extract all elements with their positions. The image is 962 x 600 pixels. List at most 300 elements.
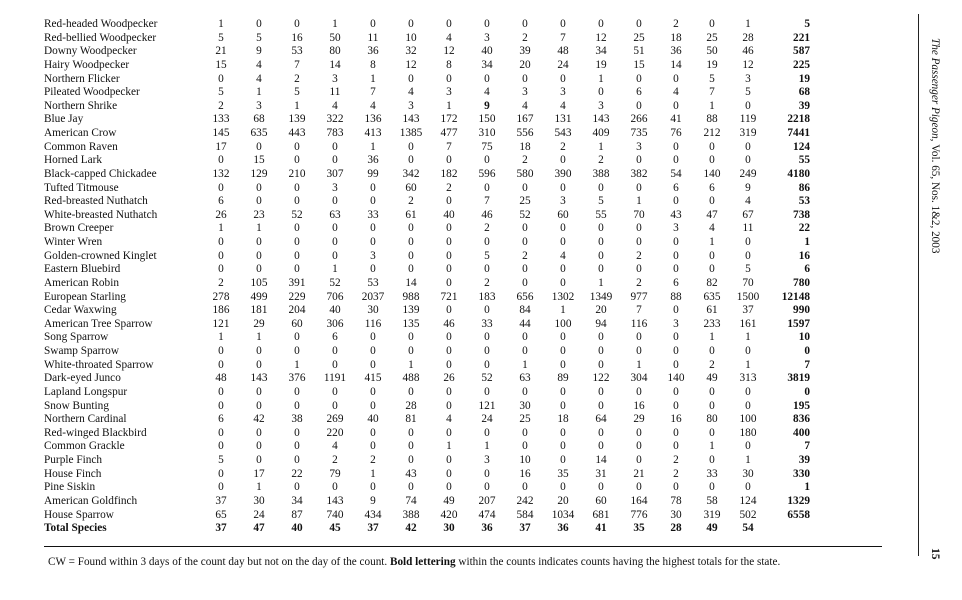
count-cell: 6 xyxy=(332,331,338,344)
count-cell: 413 xyxy=(364,127,382,140)
count-cell: 1 xyxy=(256,222,262,235)
species-name: House Finch xyxy=(44,467,102,480)
count-cell: 0 xyxy=(484,358,490,371)
species-name: Red-bellied Woodpecker xyxy=(44,31,157,44)
count-cell: 5 xyxy=(218,454,224,467)
count-cell: 2 xyxy=(636,276,642,289)
count-cell: 49 xyxy=(706,372,718,385)
count-cell: 25 xyxy=(706,31,718,44)
count-cell: 6 xyxy=(709,181,715,194)
count-cell: 61 xyxy=(706,304,718,317)
count-cell: 0 xyxy=(218,399,224,412)
row-total: 3819 xyxy=(787,372,810,385)
count-cell: 1 xyxy=(408,358,414,371)
count-cell: 31 xyxy=(595,467,607,480)
count-cell: 474 xyxy=(478,508,496,521)
count-cell: 0 xyxy=(522,426,528,439)
count-cell: 477 xyxy=(440,127,458,140)
count-cell: 0 xyxy=(446,481,452,494)
count-cell: 420 xyxy=(440,508,458,521)
count-cell: 33 xyxy=(706,467,718,480)
count-cell: 0 xyxy=(709,385,715,398)
count-cell: 44 xyxy=(519,317,531,330)
count-cell: 0 xyxy=(484,181,490,194)
row-total: 7 xyxy=(804,440,810,453)
count-cell: 0 xyxy=(256,236,262,249)
count-cell: 0 xyxy=(484,345,490,358)
count-cell: 0 xyxy=(709,399,715,412)
count-cell: 180 xyxy=(739,426,757,439)
count-cell: 0 xyxy=(370,481,376,494)
count-cell: 0 xyxy=(522,276,528,289)
count-cell: 0 xyxy=(560,263,566,276)
count-cell: 656 xyxy=(516,290,534,303)
count-cell: 0 xyxy=(522,236,528,249)
count-cell: 0 xyxy=(446,263,452,276)
count-cell: 0 xyxy=(598,399,604,412)
count-cell: 0 xyxy=(294,236,300,249)
row-total: 2218 xyxy=(787,113,810,126)
count-cell: 0 xyxy=(598,358,604,371)
count-cell: 0 xyxy=(598,86,604,99)
count-cell: 1 xyxy=(218,222,224,235)
count-cell: 78 xyxy=(670,494,682,507)
count-cell: 9 xyxy=(745,181,751,194)
count-cell: 0 xyxy=(522,440,528,453)
count-cell: 0 xyxy=(446,236,452,249)
count-cell: 7 xyxy=(560,31,566,44)
count-cell: 2 xyxy=(673,454,679,467)
count-cell: 121 xyxy=(212,317,230,330)
count-cell: 0 xyxy=(294,18,300,31)
count-cell: 499 xyxy=(250,290,268,303)
count-cell: 6 xyxy=(673,181,679,194)
row-total: 6 xyxy=(804,263,810,276)
species-name: Winter Wren xyxy=(44,236,103,249)
count-cell: 0 xyxy=(484,263,490,276)
species-name: Red-breasted Nuthatch xyxy=(44,195,148,208)
count-cell: 0 xyxy=(446,222,452,235)
row-total: 195 xyxy=(793,399,810,412)
total-count-cell: 30 xyxy=(443,522,455,535)
count-cell: 15 xyxy=(633,58,645,71)
count-cell: 6 xyxy=(218,413,224,426)
row-total: 4180 xyxy=(787,167,810,180)
count-cell: 0 xyxy=(560,426,566,439)
count-cell: 63 xyxy=(329,208,341,221)
count-cell: 1385 xyxy=(399,127,423,140)
count-cell: 47 xyxy=(706,208,718,221)
count-cell: 1 xyxy=(332,263,338,276)
count-cell: 1 xyxy=(598,72,604,85)
count-cell: 0 xyxy=(560,222,566,235)
count-cell: 61 xyxy=(405,208,417,221)
count-cell: 0 xyxy=(294,222,300,235)
table-row xyxy=(44,277,812,291)
count-cell: 8 xyxy=(370,58,376,71)
count-cell: 0 xyxy=(256,454,262,467)
count-cell: 7 xyxy=(636,304,642,317)
count-cell: 75 xyxy=(481,140,493,153)
count-cell: 132 xyxy=(212,167,230,180)
species-name: Northern Cardinal xyxy=(44,413,127,426)
count-cell: 0 xyxy=(446,467,452,480)
count-cell: 0 xyxy=(370,399,376,412)
count-cell: 0 xyxy=(370,358,376,371)
count-cell: 0 xyxy=(370,263,376,276)
count-cell: 11 xyxy=(329,86,341,99)
count-cell: 2 xyxy=(370,454,376,467)
table-row xyxy=(44,263,812,277)
total-species-row xyxy=(44,522,812,536)
count-cell: 0 xyxy=(709,249,715,262)
count-cell: 16 xyxy=(519,467,531,480)
species-name: Brown Creeper xyxy=(44,222,114,235)
count-cell: 0 xyxy=(370,236,376,249)
count-cell: 52 xyxy=(291,208,303,221)
count-cell: 3 xyxy=(484,454,490,467)
count-cell: 18 xyxy=(670,31,682,44)
count-cell: 89 xyxy=(557,372,569,385)
count-cell: 0 xyxy=(294,399,300,412)
count-cell: 596 xyxy=(478,167,496,180)
total-count-cell: 36 xyxy=(481,522,493,535)
count-cell: 2 xyxy=(522,31,528,44)
count-cell: 80 xyxy=(706,413,718,426)
count-cell: 0 xyxy=(332,195,338,208)
table-row xyxy=(44,372,812,386)
count-cell: 556 xyxy=(516,127,534,140)
count-cell: 0 xyxy=(709,263,715,276)
count-cell: 0 xyxy=(673,236,679,249)
count-cell: 0 xyxy=(745,249,751,262)
count-cell: 0 xyxy=(484,304,490,317)
table-row xyxy=(44,413,812,427)
count-cell: 15 xyxy=(215,58,227,71)
species-name: American Tree Sparrow xyxy=(44,317,153,330)
count-cell: 0 xyxy=(745,154,751,167)
count-cell: 212 xyxy=(703,127,721,140)
count-cell: 3 xyxy=(673,222,679,235)
count-cell: 0 xyxy=(636,222,642,235)
count-cell: 0 xyxy=(484,385,490,398)
count-cell: 2 xyxy=(522,249,528,262)
count-cell: 0 xyxy=(332,399,338,412)
count-cell: 0 xyxy=(598,331,604,344)
count-cell: 20 xyxy=(519,58,531,71)
count-cell: 4 xyxy=(256,58,262,71)
species-name: Common Raven xyxy=(44,140,118,153)
count-cell: 0 xyxy=(484,467,490,480)
count-cell: 0 xyxy=(673,99,679,112)
count-cell: 87 xyxy=(291,508,303,521)
count-cell: 164 xyxy=(630,494,648,507)
count-cell: 0 xyxy=(673,331,679,344)
count-cell: 74 xyxy=(405,494,417,507)
count-cell: 2 xyxy=(218,99,224,112)
count-cell: 0 xyxy=(522,18,528,31)
count-cell: 37 xyxy=(215,494,227,507)
count-cell: 0 xyxy=(598,18,604,31)
count-cell: 0 xyxy=(484,331,490,344)
total-count-cell: 42 xyxy=(405,522,417,535)
count-cell: 30 xyxy=(253,494,265,507)
count-cell: 0 xyxy=(598,426,604,439)
count-cell: 100 xyxy=(554,317,572,330)
count-cell: 140 xyxy=(667,372,685,385)
count-cell: 0 xyxy=(673,426,679,439)
count-cell: 0 xyxy=(332,140,338,153)
count-cell: 64 xyxy=(595,413,607,426)
count-cell: 1 xyxy=(484,440,490,453)
count-cell: 584 xyxy=(516,508,534,521)
count-cell: 0 xyxy=(408,72,414,85)
count-cell: 0 xyxy=(560,358,566,371)
row-total: 1329 xyxy=(787,494,810,507)
running-head xyxy=(925,38,941,288)
count-cell: 1 xyxy=(598,140,604,153)
count-cell: 4 xyxy=(709,222,715,235)
count-cell: 0 xyxy=(709,454,715,467)
species-name: White-throated Sparrow xyxy=(44,358,154,371)
count-cell: 0 xyxy=(370,385,376,398)
row-total: 7441 xyxy=(787,127,810,140)
row-total: 124 xyxy=(793,140,810,153)
count-cell: 26 xyxy=(215,208,227,221)
count-cell: 40 xyxy=(367,413,379,426)
count-cell: 53 xyxy=(291,45,303,58)
count-cell: 70 xyxy=(742,276,754,289)
count-cell: 388 xyxy=(402,508,420,521)
species-name: Horned Lark xyxy=(44,154,103,167)
count-cell: 204 xyxy=(288,304,306,317)
count-cell: 0 xyxy=(332,222,338,235)
count-cell: 136 xyxy=(364,113,382,126)
count-cell: 88 xyxy=(706,113,718,126)
count-cell: 776 xyxy=(630,508,648,521)
count-cell: 310 xyxy=(478,127,496,140)
count-cell: 133 xyxy=(212,113,230,126)
count-cell: 0 xyxy=(294,481,300,494)
count-cell: 0 xyxy=(256,358,262,371)
count-cell: 313 xyxy=(739,372,757,385)
count-cell: 0 xyxy=(522,331,528,344)
count-cell: 30 xyxy=(367,304,379,317)
count-cell: 43 xyxy=(670,208,682,221)
count-cell: 635 xyxy=(703,290,721,303)
count-cell: 143 xyxy=(326,494,344,507)
count-cell: 0 xyxy=(446,304,452,317)
total-count-cell: 47 xyxy=(253,522,265,535)
count-cell: 2 xyxy=(598,154,604,167)
table-row xyxy=(44,59,812,73)
count-cell: 0 xyxy=(598,249,604,262)
count-cell: 131 xyxy=(554,113,572,126)
count-cell: 0 xyxy=(673,140,679,153)
count-cell: 0 xyxy=(446,72,452,85)
count-cell: 145 xyxy=(212,127,230,140)
count-cell: 17 xyxy=(215,140,227,153)
count-cell: 3 xyxy=(256,99,262,112)
total-count-cell: 54 xyxy=(742,522,754,535)
count-cell: 19 xyxy=(595,58,607,71)
table-row xyxy=(44,18,812,32)
count-cell: 54 xyxy=(670,167,682,180)
count-cell: 0 xyxy=(709,426,715,439)
count-cell: 5 xyxy=(709,72,715,85)
count-cell: 28 xyxy=(405,399,417,412)
count-cell: 20 xyxy=(557,494,569,507)
count-cell: 0 xyxy=(522,345,528,358)
count-cell: 3 xyxy=(745,72,751,85)
count-cell: 0 xyxy=(636,385,642,398)
count-cell: 580 xyxy=(516,167,534,180)
count-cell: 60 xyxy=(595,494,607,507)
species-name: Dark-eyed Junco xyxy=(44,372,121,385)
count-cell: 3 xyxy=(446,86,452,99)
count-cell: 181 xyxy=(250,304,268,317)
total-count-cell: 36 xyxy=(557,522,569,535)
count-cell: 1 xyxy=(370,140,376,153)
table-row xyxy=(44,86,812,100)
count-cell: 307 xyxy=(326,167,344,180)
table-row xyxy=(44,481,812,495)
count-cell: 0 xyxy=(636,72,642,85)
row-total: 39 xyxy=(798,454,810,467)
count-cell: 0 xyxy=(673,385,679,398)
count-cell: 122 xyxy=(592,372,610,385)
row-total: 1 xyxy=(804,236,810,249)
count-cell: 0 xyxy=(709,195,715,208)
row-total: 68 xyxy=(798,86,810,99)
species-name: Golden-crowned Kinglet xyxy=(44,249,157,262)
count-cell: 0 xyxy=(636,181,642,194)
count-cell: 249 xyxy=(739,167,757,180)
count-cell: 52 xyxy=(481,372,493,385)
row-total: 221 xyxy=(793,31,810,44)
table-row xyxy=(44,318,812,332)
count-cell: 0 xyxy=(370,181,376,194)
count-cell: 0 xyxy=(332,358,338,371)
count-cell: 2 xyxy=(332,454,338,467)
species-name: Black-capped Chickadee xyxy=(44,167,157,180)
count-cell: 80 xyxy=(329,45,341,58)
count-cell: 11 xyxy=(367,31,379,44)
count-cell: 24 xyxy=(557,58,569,71)
count-cell: 502 xyxy=(739,508,757,521)
table-row xyxy=(44,440,812,454)
count-cell: 266 xyxy=(630,113,648,126)
count-cell: 390 xyxy=(554,167,572,180)
count-cell: 0 xyxy=(636,263,642,276)
count-cell: 0 xyxy=(256,249,262,262)
count-cell: 34 xyxy=(595,45,607,58)
species-name: Snow Bunting xyxy=(44,399,109,412)
count-cell: 0 xyxy=(560,276,566,289)
count-cell: 0 xyxy=(446,345,452,358)
count-cell: 5 xyxy=(256,31,262,44)
count-cell: 21 xyxy=(633,467,645,480)
row-total: 0 xyxy=(804,345,810,358)
species-name: American Crow xyxy=(44,127,117,140)
count-cell: 135 xyxy=(402,317,420,330)
count-cell: 0 xyxy=(560,236,566,249)
count-cell: 4 xyxy=(370,99,376,112)
table-row xyxy=(44,331,812,345)
row-total: 1 xyxy=(804,481,810,494)
count-cell: 278 xyxy=(212,290,230,303)
count-cell: 25 xyxy=(519,195,531,208)
count-cell: 82 xyxy=(706,276,718,289)
count-cell: 0 xyxy=(560,18,566,31)
count-cell: 2037 xyxy=(361,290,385,303)
count-cell: 0 xyxy=(560,331,566,344)
total-count-cell: 28 xyxy=(670,522,682,535)
count-cell: 0 xyxy=(598,236,604,249)
count-cell: 70 xyxy=(633,208,645,221)
count-cell: 783 xyxy=(326,127,344,140)
table-row xyxy=(44,141,812,155)
count-cell: 4 xyxy=(256,72,262,85)
species-name: American Goldfinch xyxy=(44,494,138,507)
count-cell: 434 xyxy=(364,508,382,521)
count-cell: 2 xyxy=(218,276,224,289)
count-cell: 0 xyxy=(446,358,452,371)
total-count-cell: 45 xyxy=(329,522,341,535)
count-cell: 0 xyxy=(256,195,262,208)
species-name: Purple Finch xyxy=(44,454,103,467)
count-cell: 0 xyxy=(332,236,338,249)
count-cell: 50 xyxy=(329,31,341,44)
count-cell: 220 xyxy=(326,426,344,439)
count-cell: 0 xyxy=(408,236,414,249)
count-cell: 119 xyxy=(739,113,757,126)
count-cell: 34 xyxy=(291,494,303,507)
count-cell: 0 xyxy=(370,222,376,235)
count-cell: 19 xyxy=(706,58,718,71)
total-species-label: Total Species xyxy=(44,522,107,535)
count-cell: 21 xyxy=(215,45,227,58)
count-cell: 740 xyxy=(326,508,344,521)
count-cell: 32 xyxy=(405,45,417,58)
count-cell: 0 xyxy=(598,385,604,398)
count-cell: 37 xyxy=(742,304,754,317)
count-cell: 6 xyxy=(673,276,679,289)
count-cell: 0 xyxy=(673,399,679,412)
count-cell: 681 xyxy=(592,508,610,521)
count-cell: 3 xyxy=(408,99,414,112)
count-cell: 0 xyxy=(294,154,300,167)
table-footnote xyxy=(48,555,888,569)
total-count-cell: 37 xyxy=(519,522,531,535)
count-cell: 0 xyxy=(673,72,679,85)
count-cell: 0 xyxy=(332,249,338,262)
count-cell: 2 xyxy=(709,358,715,371)
count-cell: 140 xyxy=(703,167,721,180)
count-cell: 18 xyxy=(519,140,531,153)
count-cell: 0 xyxy=(446,249,452,262)
count-cell: 0 xyxy=(408,249,414,262)
count-cell: 342 xyxy=(402,167,420,180)
count-cell: 2 xyxy=(522,154,528,167)
table-row xyxy=(44,154,812,168)
count-cell: 0 xyxy=(294,249,300,262)
count-cell: 186 xyxy=(212,304,230,317)
count-cell: 23 xyxy=(253,208,265,221)
table-row xyxy=(44,113,812,127)
count-cell: 0 xyxy=(673,195,679,208)
count-cell: 7 xyxy=(446,140,452,153)
